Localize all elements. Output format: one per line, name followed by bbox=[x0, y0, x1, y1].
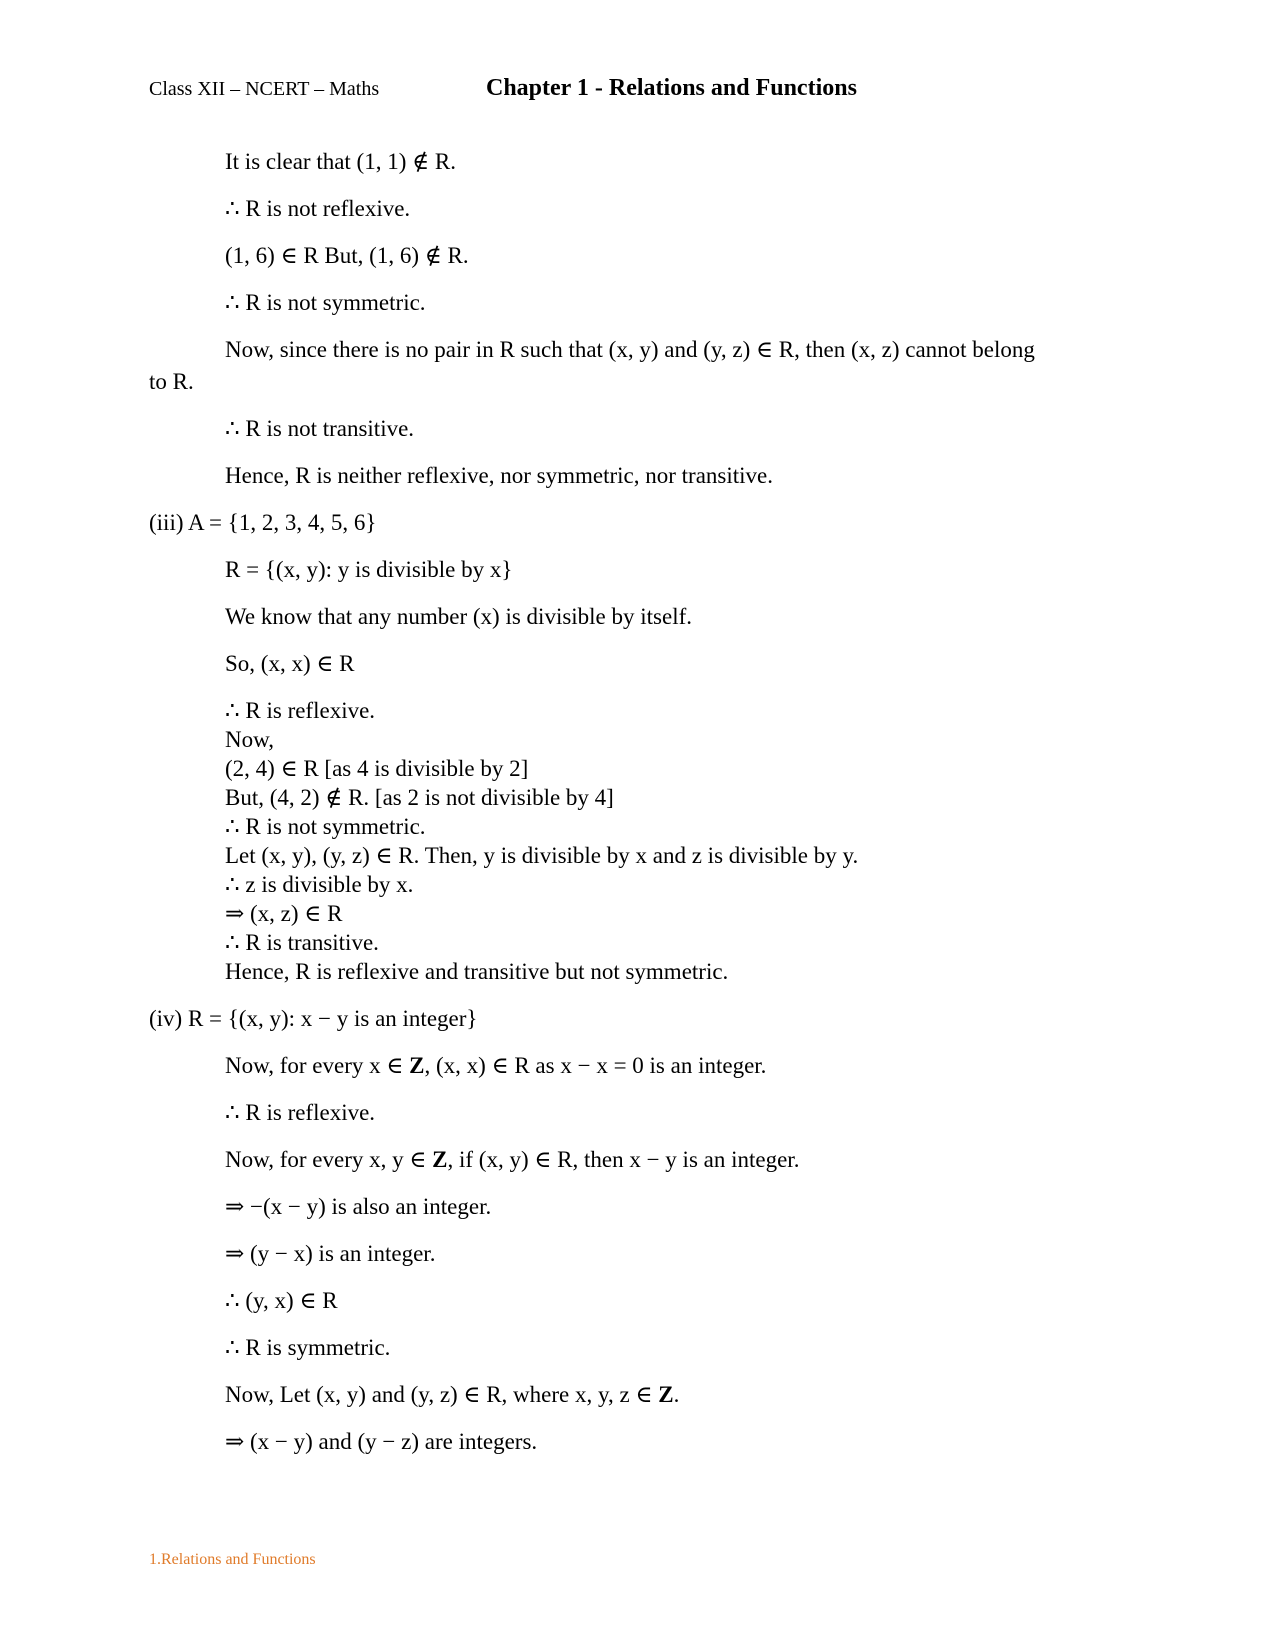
text-line: ∴ R is transitive. bbox=[225, 930, 379, 955]
text-line: ∴ R is symmetric. bbox=[225, 1335, 391, 1360]
text-line: But, (4, 2) ∉ R. [as 2 is not divisible by 4] bbox=[225, 785, 614, 810]
text-line: Hence, R is reflexive and transitive but not symmetric. bbox=[225, 959, 729, 984]
text-line: ∴ R is reflexive. bbox=[225, 698, 376, 723]
page-footer: 1.Relations and Functions bbox=[149, 1551, 316, 1568]
part-heading: (iii) A = {1, 2, 3, 4, 5, 6} bbox=[149, 510, 377, 535]
text-line: ⇒ −(x − y) is also an integer. bbox=[225, 1194, 492, 1219]
text-line: Now, bbox=[225, 727, 274, 752]
text-line bbox=[225, 1052, 766, 1080]
text-line bbox=[225, 1146, 799, 1174]
text-line: We know that any number (x) is divisible by itself. bbox=[225, 604, 693, 629]
part-heading: (iv) R = {(x, y): x − y is an integer} bbox=[149, 1006, 478, 1031]
text-span: . bbox=[673, 1382, 680, 1407]
text-line: R = {(x, y): y is divisible by x} bbox=[225, 557, 513, 582]
text-line: ∴ z is divisible by x. bbox=[225, 872, 414, 897]
text-span: Now, for every x, y ∈ bbox=[225, 1147, 433, 1172]
text-line: ∴ (y, x) ∈ R bbox=[225, 1288, 338, 1313]
integers-symbol: Z bbox=[658, 1382, 674, 1407]
chapter-title: Chapter 1 - Relations and Functions bbox=[486, 75, 857, 101]
text-line: (1, 6) ∈ R But, (1, 6) ∉ R. bbox=[225, 243, 469, 268]
text-line: ⇒ (x − y) and (y − z) are integers. bbox=[225, 1429, 538, 1454]
text-line: ∴ R is reflexive. bbox=[225, 1100, 376, 1125]
text-line: ⇒ (x, z) ∈ R bbox=[225, 901, 343, 926]
text-span: , (x, x) ∈ R as x − x = 0 is an integer. bbox=[424, 1053, 767, 1078]
class-label: Class XII – NCERT – Maths bbox=[149, 78, 380, 100]
text-line: ⇒ (y − x) is an integer. bbox=[225, 1241, 436, 1266]
text-line: Let (x, y), (y, z) ∈ R. Then, y is divisible by x and z is divisible by y. bbox=[225, 843, 859, 868]
text-line: ∴ R is not transitive. bbox=[225, 416, 415, 441]
integers-symbol: Z bbox=[409, 1053, 425, 1078]
text-line: to R. bbox=[149, 369, 194, 394]
text-line: ∴ R is not reflexive. bbox=[225, 196, 411, 221]
text-span: , if (x, y) ∈ R, then x − y is an integer. bbox=[447, 1147, 800, 1172]
integers-symbol: Z bbox=[432, 1147, 448, 1172]
text-line bbox=[225, 1381, 679, 1409]
text-line: ∴ R is not symmetric. bbox=[225, 290, 426, 315]
text-line: So, (x, x) ∈ R bbox=[225, 651, 355, 676]
text-span: Now, for every x ∈ bbox=[225, 1053, 410, 1078]
text-span: Now, Let (x, y) and (y, z) ∈ R, where x, y, z ∈ bbox=[225, 1382, 659, 1407]
text-line: Now, since there is no pair in R such that (x, y) and (y, z) ∈ R, then (x, z) cannot belong bbox=[225, 337, 1035, 362]
text-line: Hence, R is neither reflexive, nor symmetric, nor transitive. bbox=[225, 463, 773, 488]
text-line: ∴ R is not symmetric. bbox=[225, 814, 426, 839]
text-line: (2, 4) ∈ R [as 4 is divisible by 2] bbox=[225, 756, 529, 781]
text-line: It is clear that (1, 1) ∉ R. bbox=[225, 149, 456, 174]
